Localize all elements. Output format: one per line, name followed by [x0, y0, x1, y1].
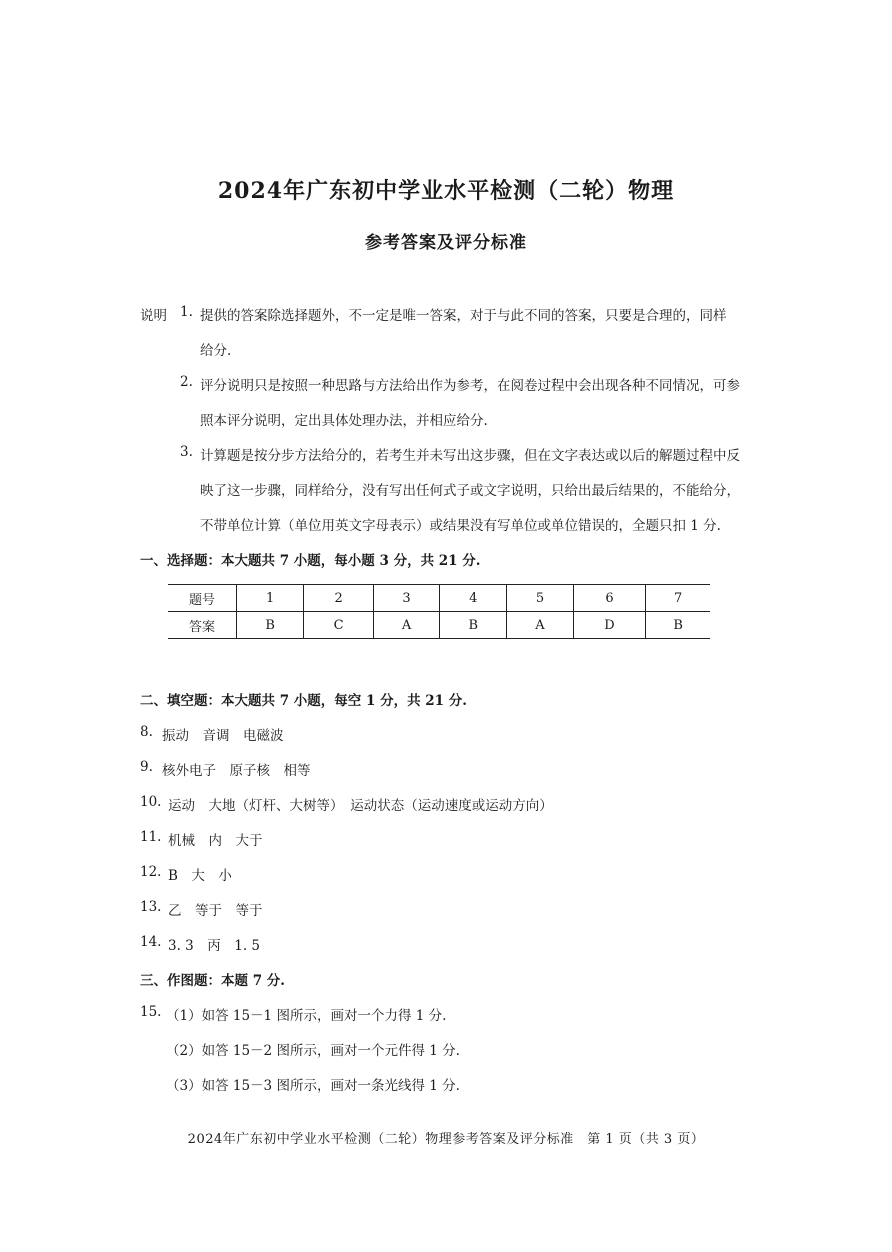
answer-item-text: 运动 大地（灯杆、大树等） 运动状态（运动速度或运动方向）: [168, 798, 553, 814]
table-cell: 7: [646, 585, 710, 612]
note-1-number: 1.: [180, 304, 193, 320]
answer-item-text: 振动 音调 电磁波: [162, 728, 284, 744]
answer-item-text: 3. 3 丙 1. 5: [168, 938, 261, 954]
table-cell: B: [237, 612, 304, 639]
note-2-line-1: 评分说明只是按照一种思路与方法给出作为参考，在阅卷过程中会出现各种不同情况，可参: [200, 378, 740, 394]
answer-item-text: 核外电子 原子核 相等: [162, 763, 311, 779]
table-cell: A: [373, 612, 439, 639]
table-row-numbers: [168, 585, 710, 612]
note-3-number: 3.: [180, 444, 193, 460]
answer-item-number: 13.: [140, 899, 162, 915]
note-2-number: 2.: [180, 374, 193, 390]
answer-item-text: 机械 内 大于: [168, 833, 263, 849]
table-cell: 2: [304, 585, 374, 612]
table-cell: A: [507, 612, 573, 639]
section-3-heading: 三、作图题：本题 7 分.: [140, 973, 285, 989]
note-3-line-3: 不带单位计算（单位用英文字母表示）或结果没有写单位或单位错误的，全题只扣 1 分.: [200, 518, 721, 534]
answer-item-number: 12.: [140, 864, 162, 880]
page-footer: 2024年广东初中学业水平检测（二轮）物理参考答案及评分标准 第 1 页（共 3 页）: [187, 1132, 705, 1147]
note-3-line-2: 映了这一步骤，同样给分，没有写出任何式子或文字说明，只给出最后结果的，不能给分，: [200, 483, 740, 499]
answer-table: [168, 584, 710, 639]
question-15-part-1: （1）如答 15－1 图所示，画对一个力得 1 分.: [166, 1008, 447, 1024]
table-cell: 5: [507, 585, 573, 612]
question-15-number: 15.: [140, 1004, 162, 1020]
note-1-line-2: 给分.: [200, 343, 232, 359]
table-header-cell: 答案: [168, 612, 237, 639]
table-cell: 3: [373, 585, 439, 612]
note-1-line-1: 提供的答案除选择题外，不一定是唯一答案，对于与此不同的答案，只要是合理的，同样: [200, 308, 727, 324]
answer-item-text: B 大 小: [168, 868, 232, 884]
question-15-part-2: （2）如答 15－2 图所示，画对一个元件得 1 分.: [166, 1043, 460, 1059]
table-cell: 4: [440, 585, 507, 612]
document-title: 2024年广东初中学业水平检测（二轮）物理: [217, 178, 675, 204]
note-2-line-2: 照本评分说明，定出具体处理办法，并相应给分.: [200, 413, 488, 429]
answer-item-number: 8.: [140, 724, 153, 740]
answer-item-number: 9.: [140, 759, 153, 775]
table-cell: B: [440, 612, 507, 639]
table-row-answers: [168, 612, 710, 639]
table-cell: D: [573, 612, 646, 639]
table-cell: 6: [573, 585, 646, 612]
question-15-part-3: （3）如答 15－3 图所示，画对一条光线得 1 分.: [166, 1078, 460, 1094]
notes-label: 说明: [140, 308, 167, 324]
section-2-heading: 二、填空题：本大题共 7 小题，每空 1 分，共 21 分.: [140, 693, 467, 709]
note-3-line-1: 计算题是按分步方法给分的，若考生并未写出这步骤，但在文字表达或以后的解题过程中反: [200, 448, 740, 464]
answer-item-text: 乙 等于 等于: [168, 903, 263, 919]
table-header-cell: 题号: [168, 585, 237, 612]
table-cell: C: [304, 612, 374, 639]
answer-item-number: 14.: [140, 934, 162, 950]
answer-item-number: 10.: [140, 794, 162, 810]
section-1-heading: 一、选择题：本大题共 7 小题，每小题 3 分，共 21 分.: [140, 553, 481, 569]
answer-item-number: 11.: [140, 829, 162, 845]
table-cell: 1: [237, 585, 304, 612]
document-subtitle: 参考答案及评分标准: [365, 233, 527, 253]
table-cell: B: [646, 612, 710, 639]
